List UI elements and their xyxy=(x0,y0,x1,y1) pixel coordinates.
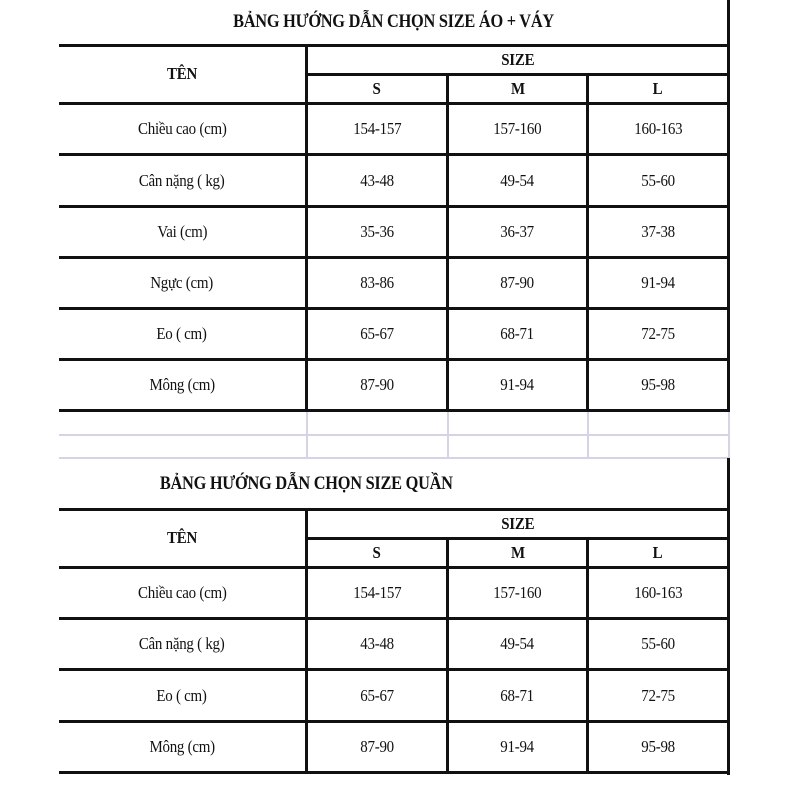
row-value-s: 43-48 xyxy=(360,634,394,653)
faint-divider xyxy=(728,412,730,458)
size-l-label: L xyxy=(653,543,663,562)
row-value-m: 87-90 xyxy=(500,273,535,292)
row-value-s: 87-90 xyxy=(360,375,394,394)
header-size-text: SIZE xyxy=(500,49,535,69)
header-size-m xyxy=(449,540,586,566)
size-s-label: S xyxy=(372,79,382,98)
row-label: Ngực (cm) xyxy=(150,273,214,292)
table-title-text: BẢNG HƯỚNG DẪN CHỌN SIZE ÁO + VÁY xyxy=(233,11,554,32)
row-value-l: 95-98 xyxy=(641,737,675,756)
row-value-l: 55-60 xyxy=(641,170,675,190)
header-size-group xyxy=(308,510,727,537)
row-label: Cân nặng ( kg) xyxy=(139,170,225,190)
row-value-m: 68-71 xyxy=(500,324,535,343)
row-label: Vai (cm) xyxy=(157,222,207,241)
row-value-l: 95-98 xyxy=(641,375,675,394)
row-value-l: 91-94 xyxy=(641,273,675,292)
row-label: Cân nặng ( kg) xyxy=(139,634,225,653)
divider xyxy=(59,409,730,412)
row-value-m: 157-160 xyxy=(493,583,542,602)
size-m-label: M xyxy=(510,79,525,98)
row-value-l: 37-38 xyxy=(641,222,675,241)
row-value-s: 65-67 xyxy=(360,685,394,705)
header-size-s xyxy=(308,76,446,102)
row-label: Mông (cm) xyxy=(149,737,215,756)
header-size-m xyxy=(449,76,586,102)
faint-divider xyxy=(447,412,449,458)
row-value-m: 49-54 xyxy=(500,170,535,190)
size-l-label: L xyxy=(653,79,663,98)
header-name-col xyxy=(59,510,305,566)
table-title xyxy=(59,0,728,44)
size-s-label: S xyxy=(372,543,382,562)
row-label: Chiều cao (cm) xyxy=(137,119,227,138)
row-value-m: 91-94 xyxy=(500,737,535,756)
header-size-l xyxy=(589,76,727,102)
row-value-l: 72-75 xyxy=(641,685,675,705)
table-title-text: BẢNG HƯỚNG DẪN CHỌN SIZE QUẦN xyxy=(159,473,453,494)
row-value-s: 65-67 xyxy=(360,324,394,343)
row-value-m: 91-94 xyxy=(500,375,535,394)
faint-divider xyxy=(587,412,589,458)
row-value-m: 49-54 xyxy=(500,634,535,653)
row-label: Mông (cm) xyxy=(149,375,215,394)
header-name-text: TÊN xyxy=(167,64,197,83)
row-label: Eo ( cm) xyxy=(156,324,208,343)
header-size-l xyxy=(589,540,727,566)
size-m-label: M xyxy=(510,543,525,562)
faint-divider xyxy=(306,412,308,458)
row-value-m: 157-160 xyxy=(493,119,542,138)
divider xyxy=(59,771,730,774)
row-value-s: 154-157 xyxy=(352,119,402,138)
row-value-m: 68-71 xyxy=(500,685,535,705)
header-name-text: TÊN xyxy=(167,528,197,547)
row-label: Eo ( cm) xyxy=(156,685,208,705)
row-value-s: 87-90 xyxy=(360,737,394,756)
row-value-l: 72-75 xyxy=(641,324,675,343)
row-value-s: 154-157 xyxy=(352,583,402,602)
row-label: Chiều cao (cm) xyxy=(137,583,227,602)
row-value-s: 83-86 xyxy=(360,273,394,292)
header-size-s xyxy=(308,540,446,566)
row-value-m: 36-37 xyxy=(500,222,535,241)
row-value-s: 43-48 xyxy=(360,170,394,190)
header-size-text: SIZE xyxy=(500,513,535,533)
table-title xyxy=(59,459,728,509)
header-size-group xyxy=(308,46,727,73)
header-name-col xyxy=(59,46,305,102)
row-value-l: 160-163 xyxy=(633,119,683,138)
row-value-s: 35-36 xyxy=(360,222,394,241)
faint-divider xyxy=(59,434,729,436)
row-value-l: 160-163 xyxy=(633,583,683,602)
row-value-l: 55-60 xyxy=(641,634,675,653)
